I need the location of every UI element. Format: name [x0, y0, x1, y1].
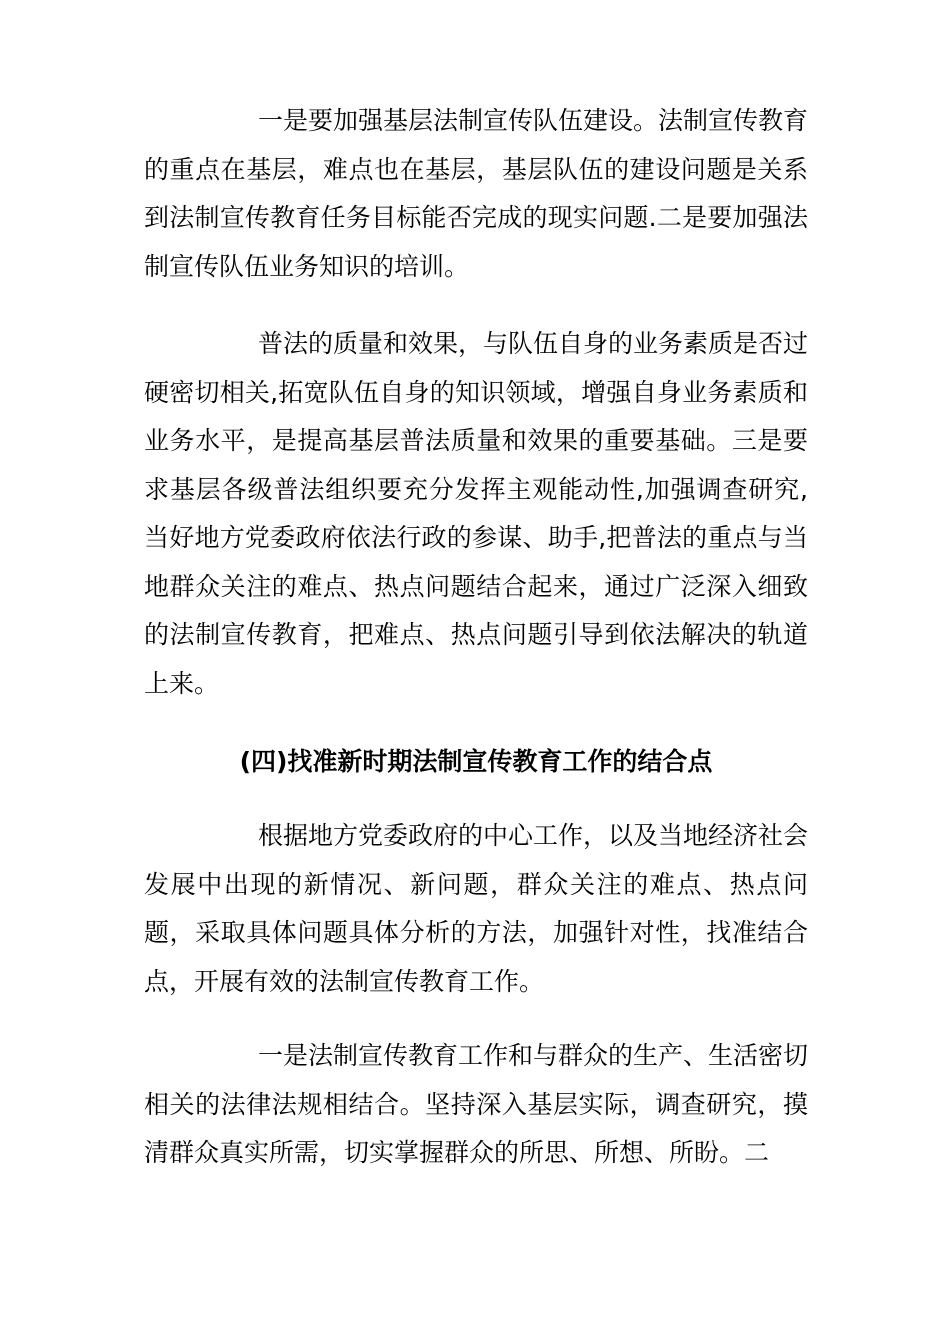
paragraph-1: 一是要加强基层法制宣传队伍建设。法制宣传教育的重点在基层，难点也在基层，基层队伍的建设问题是关系到法制宣传教育任务目标能否完成的现实问题.二是要加强法制宣传队伍业务知识的培训。 [144, 106, 809, 281]
paragraph-3: 根据地方党委政府的中心工作，以及当地经济社会发展中出现的新情况、新问题，群众关注的难点、热点问题，采取具体问题具体分析的方法，加强针对性，找准结合点，开展有效的法制宣传教育工作。 [144, 821, 809, 996]
paragraph-2: 普法的质量和效果，与队伍自身的业务素质是否过硬密切相关,拓宽队伍自身的知识领域，增强自身业务素质和业务水平，是提高基层普法质量和效果的重要基础。三是要求基层各级普法组织要充分发挥主观能动性,加强调查研究,当好地方党委政府依法行政的参谋、助手,把普法的重点与当地群众关注的难点、热点问题结合起来，通过广泛深入细致的法制宣传教育，把难点、热点问题引导到依法解决的轨道上来。 [144, 329, 809, 698]
paragraph-4: 一是法制宣传教育工作和与群众的生产、生活密切相关的法律法规相结合。坚持深入基层实际，调查研究，摸清群众真实所需，切实掌握群众的所思、所想、所盼。二 [144, 1041, 809, 1167]
section-heading: (四)找准新时期法制宣传教育工作的结合点 [239, 747, 713, 776]
